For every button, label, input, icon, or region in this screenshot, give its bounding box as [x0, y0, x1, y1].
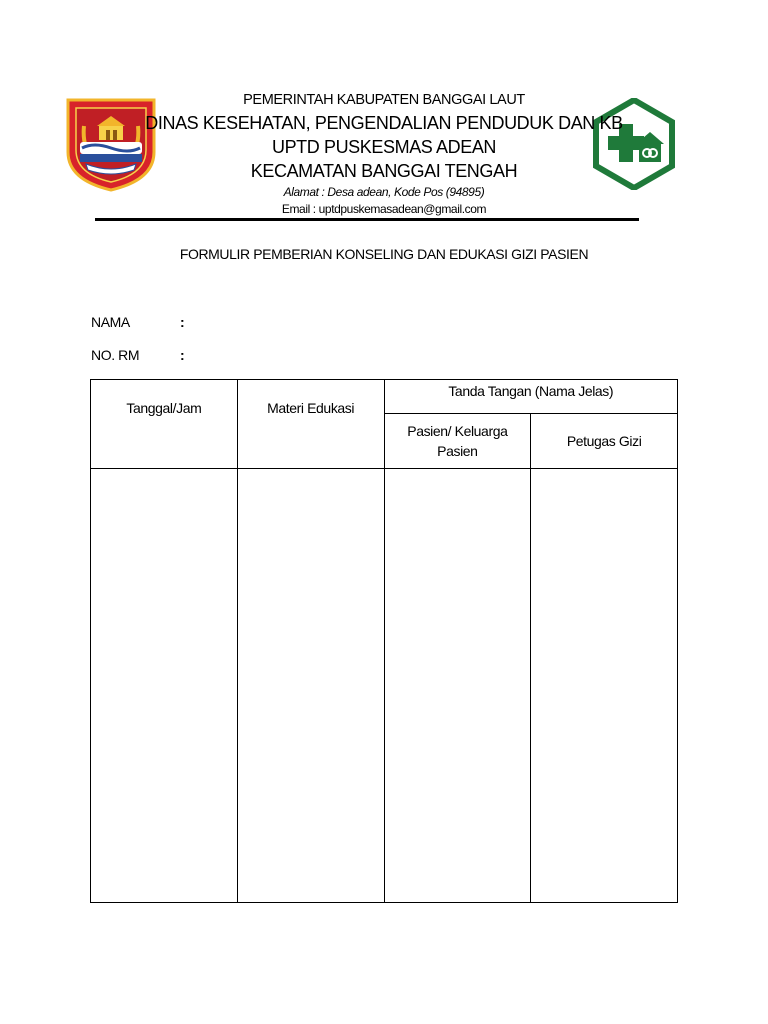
header-patient	[384, 414, 531, 469]
nutrition-officer-signature-cell[interactable]	[531, 469, 678, 903]
medical-record-field-separator: :	[180, 347, 185, 363]
header-nutrition-officer-label: Petugas Gizi	[566, 433, 642, 449]
form-title: FORMULIR PEMBERIAN KONSELING DAN EDUKASI GIZI PASIEN	[179, 246, 589, 262]
header-signature-group-label: Tanda Tangan (Nama Jelas)	[448, 382, 614, 399]
name-field-separator: :	[180, 314, 185, 330]
header-nutrition-officer	[531, 414, 678, 469]
table-row	[91, 469, 678, 903]
letterhead-address: Alamat : Desa adean, Kode Pos (94895)	[283, 185, 485, 199]
counseling-table	[90, 379, 678, 903]
header-material-label: Materi Edukasi	[267, 400, 355, 416]
header-signature-group	[384, 380, 678, 414]
patient-signature-cell[interactable]	[384, 469, 531, 903]
letterhead-department: DINAS KESEHATAN, PENGENDALIAN PENDUDUK DAN KB	[145, 113, 623, 133]
letterhead-government: PEMERINTAH KABUPATEN BANGGAI LAUT	[243, 92, 525, 108]
header-date-time	[91, 380, 238, 469]
date-time-cell[interactable]	[91, 469, 238, 903]
letterhead-email: Email : uptdpuskemasadean@gmail.com	[281, 202, 487, 216]
header-patient-line2: Pasien	[437, 443, 478, 459]
header-date-time-label: Tanggal/Jam	[126, 400, 202, 416]
medical-record-field-label: NO. RM	[91, 347, 140, 363]
header-patient-line1: Pasien/ Keluarga	[407, 423, 508, 439]
letterhead-divider	[95, 218, 639, 221]
material-cell[interactable]	[237, 469, 384, 903]
name-field-label: NAMA	[91, 314, 130, 330]
letterhead-unit: UPTD PUSKESMAS ADEAN	[271, 137, 497, 157]
letterhead-district: KECAMATAN BANGGAI TENGAH	[250, 161, 518, 181]
header-material	[237, 380, 384, 469]
